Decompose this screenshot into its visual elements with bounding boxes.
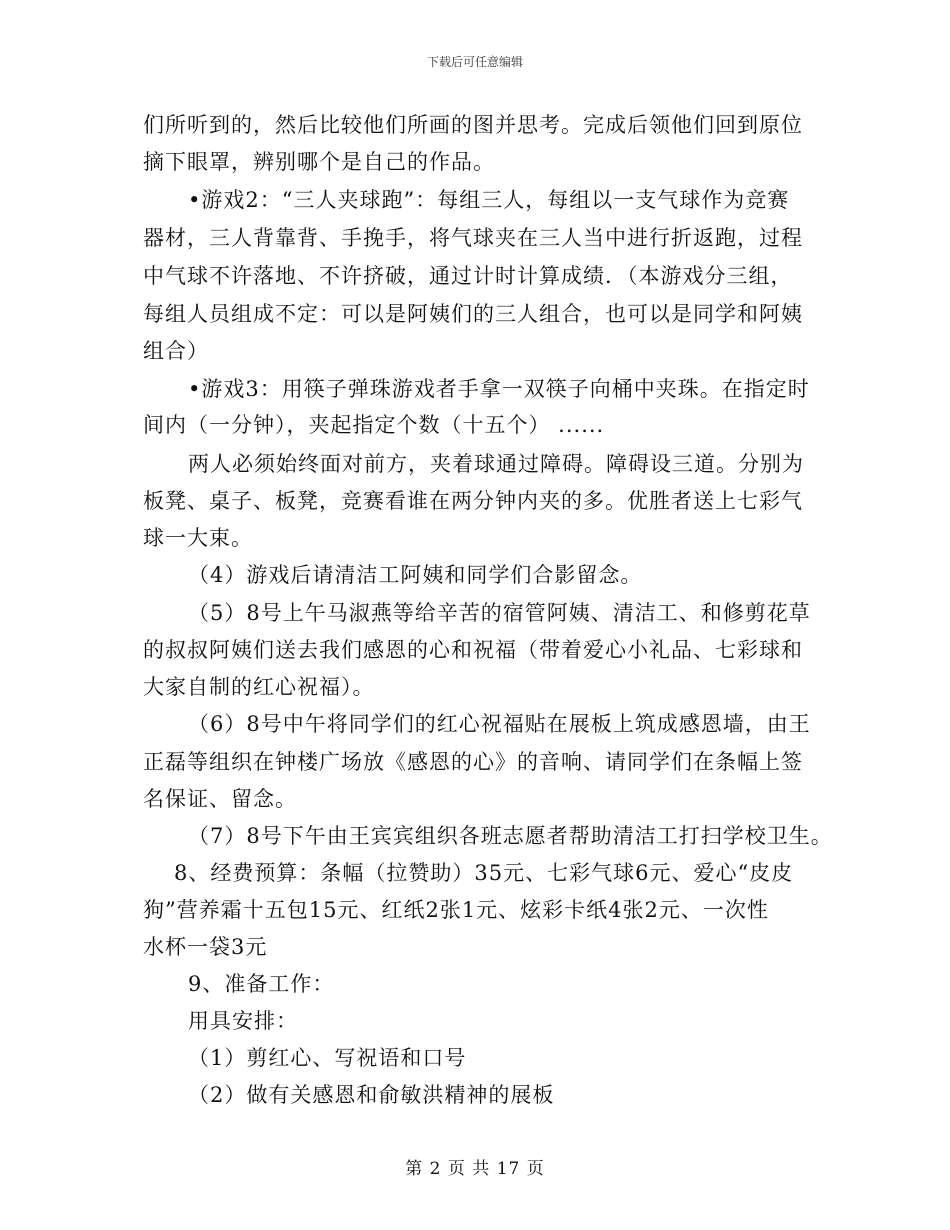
text-line: •游戏3：用筷子弹珠游戏者手拿一双筷子向桶中夹珠。在指定时 <box>188 377 810 401</box>
text-line: 间内（一分钟），夹起指定个数（十五个） ...... <box>143 413 605 437</box>
text-line: 狗”营养霜十五包15元、红纸2张1元、炫彩卡纸4张2元、一次性 <box>143 898 769 922</box>
text-line: 板凳、桌子、板凳，竞赛看谁在两分钟内夹的多。优胜者送上七彩气 <box>143 489 803 513</box>
text-line: 水杯一袋3元 <box>143 935 268 959</box>
text-line: 大家自制的红心祝福）。 <box>143 675 375 699</box>
page-header: 下载后可任意编辑 <box>426 55 523 69</box>
text-line: 的叔叔阿姨们送去我们感恩的心和祝福（带着爱心小礼品、七彩球和 <box>143 638 803 662</box>
text-line: 中气球不许落地、不许挤破，通过计时计算成绩．（本游戏分三组， <box>143 264 793 288</box>
text-line: •游戏2：“三人夹球跑”：每组三人，每组以一支气球作为竞赛 <box>188 188 790 212</box>
text-line: 9、准备工作： <box>188 972 335 996</box>
text-line: （1）剪红心、写祝语和口号 <box>188 1046 467 1070</box>
text-line: 摘下眼罩，辨别哪个是自己的作品。 <box>143 150 495 174</box>
text-line: （4）游戏后请清洁工阿姨和同学们合影留念。 <box>188 563 643 587</box>
text-line: 球一大束。 <box>143 526 253 550</box>
text-line: 正磊等组织在钟楼广场放《感恩的心》的音响、请同学们在条幅上签 <box>143 750 803 774</box>
text-line: 每组人员组成不定：可以是阿姨们的三人组合，也可以是同学和阿姨 <box>143 302 803 326</box>
text-line: （2）做有关感恩和俞敏洪精神的展板 <box>188 1083 555 1107</box>
text-line: （7）8号下午由王宾宾组织各班志愿者帮助清洁工打扫学校卫生。 <box>188 824 833 848</box>
text-line: 组合） <box>143 339 209 363</box>
text-line: 8、经费预算：条幅（拉赞助）35元、七彩气球6元、爱心“皮皮 <box>174 861 794 885</box>
text-line: 用具安排： <box>188 1009 298 1033</box>
text-line: 两人必须始终面对前方，夹着球通过障碍。障碍设三道。分别为 <box>188 452 804 476</box>
text-line: （5）8号上午马淑燕等给辛苦的宿管阿姨、清洁工、和修剪花草 <box>188 601 811 625</box>
text-line: （6）8号中午将同学们的红心祝福贴在展板上筑成感恩墙，由王 <box>188 712 811 736</box>
page-footer: 第 2 页 共 17 页 <box>405 1159 545 1179</box>
text-line: 名保证、留念。 <box>143 787 297 811</box>
text-line: 们所听到的，然后比较他们所画的图并思考。完成后领他们回到原位 <box>143 113 803 137</box>
text-line: 器材，三人背靠背、手挽手，将气球夹在三人当中进行折返跑，过程 <box>143 226 803 250</box>
